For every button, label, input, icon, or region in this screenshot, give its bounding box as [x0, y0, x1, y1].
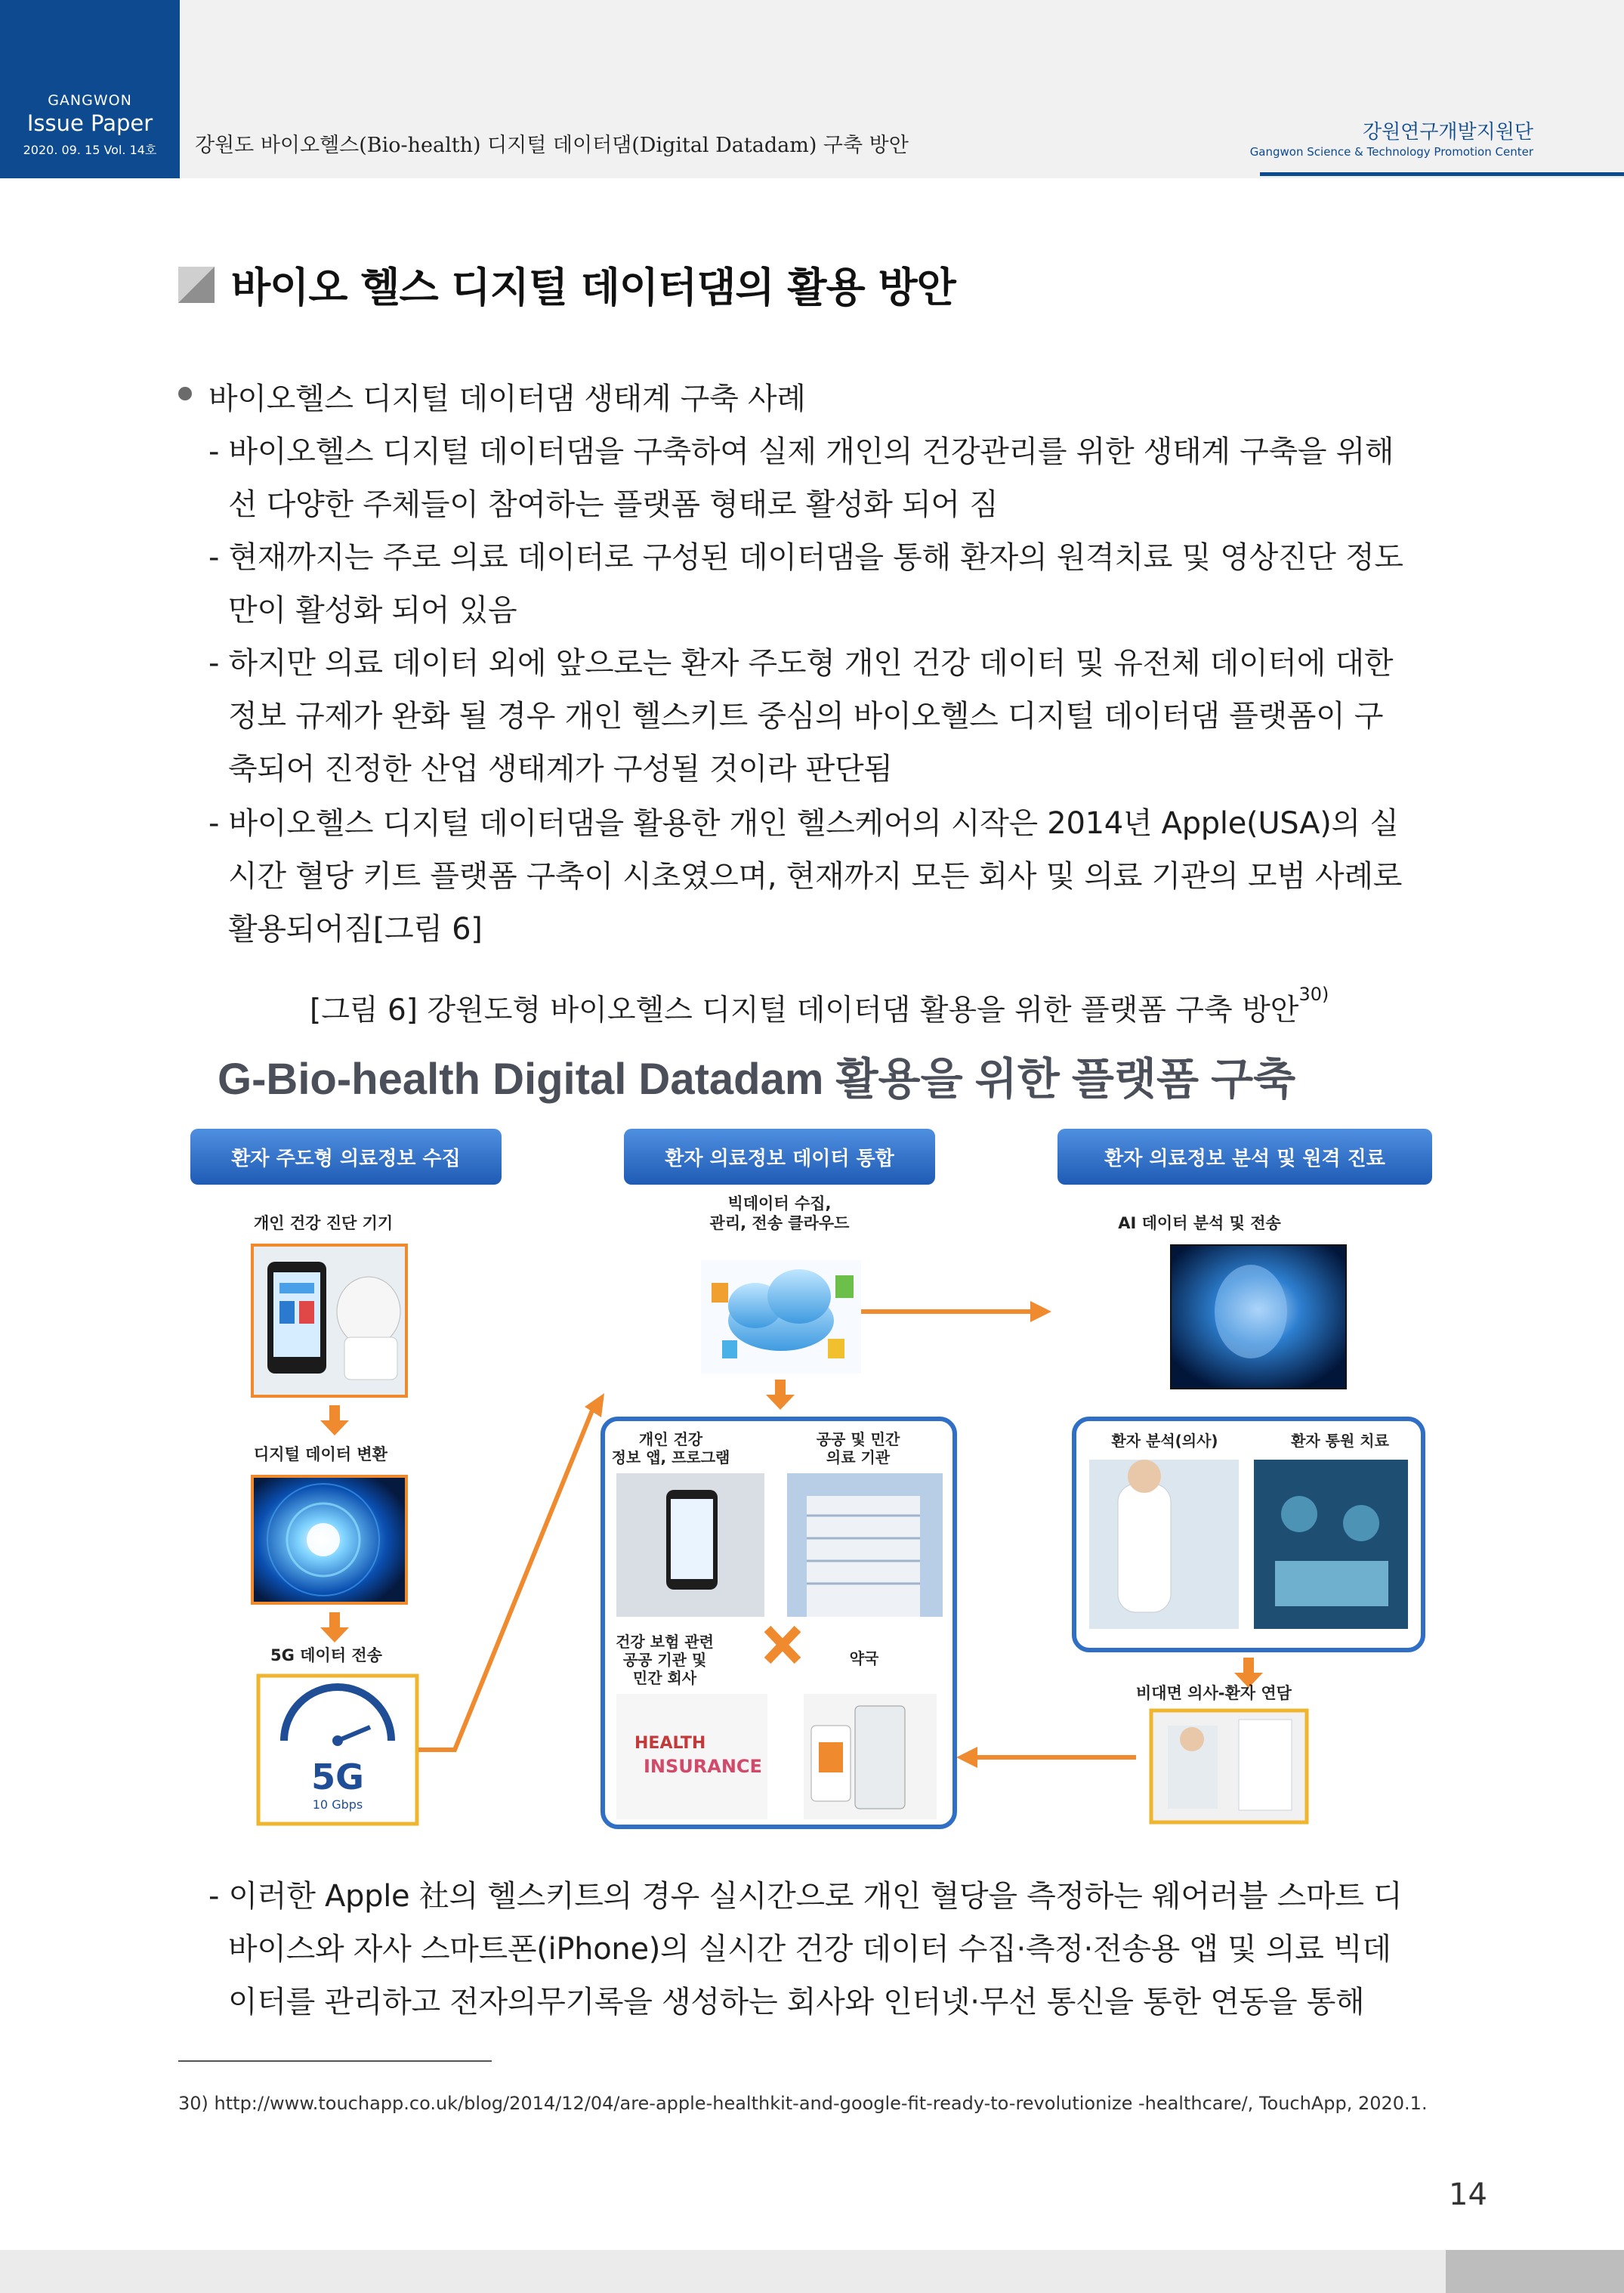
- arrowhead-icon: [956, 1747, 977, 1768]
- bullet-heading: 바이오헬스 디지털 데이터댐 생태계 구축 사례: [208, 382, 806, 416]
- 5g-speed-label: 10 Gbps: [312, 1797, 363, 1812]
- label-5g-transfer: 5G 데이터 전송: [270, 1646, 382, 1664]
- label-health-app-line-2: 정보 앱, 프로그램: [611, 1448, 730, 1466]
- label-ai-analysis: AI 데이터 분석 및 전송: [1118, 1214, 1281, 1232]
- item-4-line-2: 시간 혈당 키트 플랫폼 구축이 시초였으며, 현재까지 모든 회사 및 의료 기관의 모범 사례로: [228, 859, 1403, 894]
- section-title: 바이오 헬스 디지털 데이터댐의 활용 방안: [231, 264, 956, 311]
- label-pharmacy: 약국: [849, 1649, 879, 1667]
- label-insurance-org-line-1: 건강 보험 관련: [616, 1633, 714, 1651]
- doctor-consult-image: [1151, 1710, 1307, 1822]
- column-header-integrate-label: 환자 의료정보 데이터 통합: [665, 1148, 894, 1170]
- figure-caption: [310, 984, 1329, 1029]
- down-arrow-icon: [1234, 1658, 1263, 1688]
- word-health: HEALTH: [634, 1734, 706, 1753]
- item-3-line-2: 정보 규제가 완화 될 경우 개인 헬스키트 중심의 바이오헬스 디지털 데이터댐 플랫폼이 구: [228, 699, 1384, 734]
- column-header-analyze: [1057, 1129, 1432, 1185]
- bullet-icon: [178, 387, 192, 400]
- label-insurance-org-line-2: 공공 기관 및: [622, 1651, 707, 1669]
- item-3-line-1: - 하지만 의료 데이터 외에 앞으로는 환자 주도형 개인 건강 데이터 및 유전체 데이터에 대한: [208, 646, 1394, 681]
- 5g-label: 5G: [311, 1757, 364, 1797]
- down-arrow-icon: [320, 1612, 349, 1642]
- connector-5g-to-cloud: [418, 1407, 594, 1750]
- footer-band-accent: [1446, 2250, 1624, 2293]
- item-2-line-1: - 현재까지는 주로 의료 데이터로 구성된 데이터댐을 통해 환자의 원격치료 및 영상진단 정도: [208, 540, 1403, 575]
- item-1-line-2: 선 다양한 주체들이 참여하는 플랫폼 형태로 활성화 되어 짐: [228, 487, 999, 522]
- label-health-app-line-1: 개인 건강: [638, 1430, 703, 1448]
- item-2-line-2: 만이 활성화 되어 있음: [228, 593, 517, 628]
- label-health-device: 개인 건강 진단 기기: [254, 1214, 394, 1232]
- word-insurance: INSURANCE: [644, 1756, 762, 1777]
- logo-issue-paper: Issue Paper: [26, 110, 153, 136]
- label-medical-institution: [817, 1430, 900, 1466]
- org-name-korean: 강원연구개발지원단: [1362, 121, 1533, 144]
- after-line-3: 이터를 관리하고 전자의무기록을 생성하는 회사와 인터넷·무선 통신을 통한 연동을 통해: [228, 1985, 1365, 2020]
- footnote-rule: [178, 2060, 492, 2062]
- after-line-2: 바이스와 자사 스마트폰(iPhone)의 실시간 건강 데이터 수집·측정·전송용 앱 및 의료 빅데: [228, 1932, 1391, 1967]
- footer-band: [0, 2250, 1624, 2293]
- down-arrow-icon: [766, 1380, 795, 1410]
- logo-gangwon: GANGWON: [48, 92, 132, 109]
- label-insurance-org-line-3: 민간 회사: [632, 1669, 697, 1687]
- digital-tunnel-image: [252, 1476, 406, 1603]
- column-header-collect: [190, 1129, 502, 1185]
- center-stakeholder-box: [603, 1419, 955, 1827]
- after-line-1: - 이러한 Apple 社의 헬스키트의 경우 실시간으로 개인 혈당을 측정하는 웨어러블 스마트 디: [208, 1879, 1403, 1914]
- issue-paper-logo: [0, 0, 180, 178]
- 5g-speed-image: [258, 1676, 417, 1824]
- cloud-image: [701, 1260, 861, 1374]
- arrowhead-icon: [585, 1393, 604, 1417]
- header-accent-line: [1260, 172, 1624, 176]
- right-treatment-box: [1074, 1419, 1423, 1650]
- item-1-line-1: - 바이오헬스 디지털 데이터댐을 구축하여 실제 개인의 건강관리를 위한 생태계 구축을 위해: [208, 434, 1394, 469]
- document-title: 강원도 바이오헬스(Bio-health) 디지털 데이터댐(Digital Datadam) 구축 방안: [195, 134, 909, 157]
- platform-diagram-svg: [178, 1040, 1446, 1836]
- wearable-device-image: [252, 1245, 406, 1396]
- footnote-30: 30) http://www.touchapp.co.uk/blog/2014/12/04/are-apple-healthkit-and-google-fit-ready-to-revolutionize -healthcare/, TouchApp, 2020.1.: [178, 2093, 1428, 2114]
- label-cloud: [710, 1194, 851, 1232]
- label-digital-convert: 디지털 데이터 변환: [254, 1445, 387, 1463]
- org-name-english: Gangwon Science & Technology Promotion Center: [1249, 145, 1533, 159]
- figure-caption-text: [그림 6] 강원도형 바이오헬스 디지털 데이터댐 활용을 위한 플랫폼 구축 방안: [310, 994, 1299, 1028]
- item-4-line-1: - 바이오헬스 디지털 데이터댐을 활용한 개인 헬스케어의 시작은 2014년 Apple(USA)의 실: [208, 806, 1399, 841]
- logo-date-volume: 2020. 09. 15 Vol. 14호: [23, 143, 157, 157]
- platform-diagram: [178, 1040, 1446, 1836]
- arrowhead-icon: [1030, 1301, 1051, 1322]
- figure-caption-footnote-ref: 30): [1298, 984, 1329, 1005]
- down-arrow-icon: [320, 1405, 349, 1435]
- label-doctor-analysis: 환자 분석(의사): [1111, 1432, 1218, 1450]
- label-cloud-line-2: 관리, 전송 클라우드: [709, 1214, 850, 1232]
- label-medical-institution-line-2: 의료 기관: [826, 1448, 891, 1466]
- column-header-analyze-label: 환자 의료정보 분석 및 원격 진료: [1104, 1148, 1385, 1170]
- label-outpatient-treatment: 환자 통원 치료: [1291, 1432, 1389, 1450]
- column-header-integrate: [624, 1129, 935, 1185]
- page-number: 14: [1449, 2177, 1487, 2212]
- column-header-collect-label: 환자 주도형 의료정보 수집: [231, 1148, 461, 1170]
- label-medical-institution-line-1: 공공 및 민간: [816, 1430, 900, 1448]
- item-3-line-3: 축되어 진정한 산업 생태계가 구성될 것이라 판단됨: [228, 752, 893, 786]
- ai-head-image: [1171, 1245, 1346, 1389]
- item-4-line-3: 활용되어짐[그림 6]: [228, 912, 483, 947]
- label-remote-consult: 비대면 의사-환자 연담: [1136, 1684, 1292, 1702]
- section-marker-icon: [178, 267, 215, 303]
- diagram-title: G-Bio-health Digital Datadam 활용을 위한 플랫폼 구축: [218, 1055, 1296, 1104]
- label-cloud-line-1: 빅데이터 수집,: [727, 1194, 832, 1213]
